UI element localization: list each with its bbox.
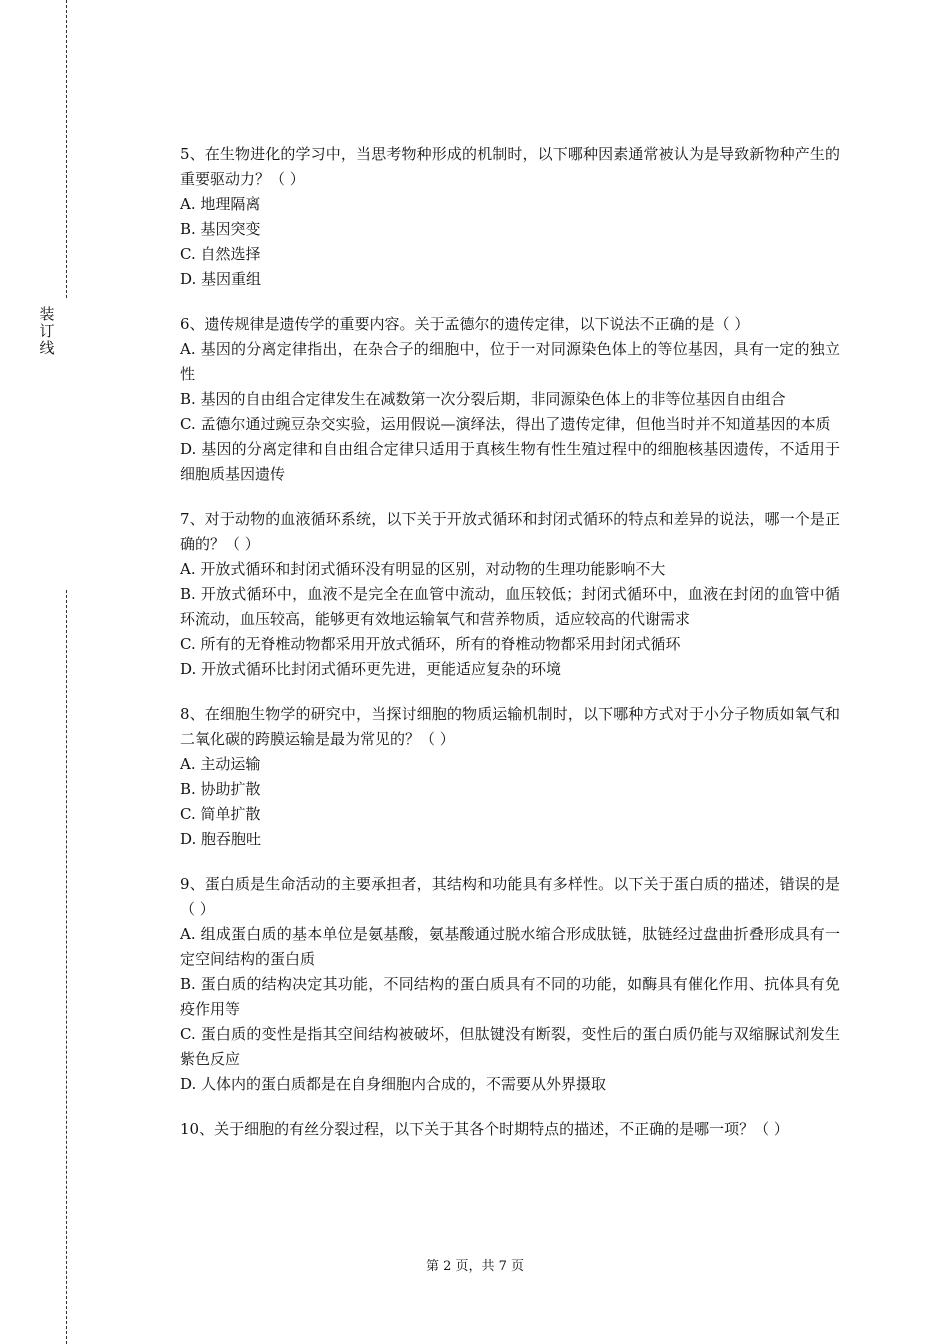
binding-label	[38, 306, 56, 357]
binding-label-char: 线	[39, 339, 55, 357]
option-c: C. 孟德尔通过豌豆杂交实验，运用假说—演绎法，得出了遗传定律，但他当时并不知道基因的本质	[180, 415, 831, 433]
question-stem: 10、关于细胞的有丝分裂过程，以下关于其各个时期特点的描述，不正确的是哪一项？（ ）	[180, 1120, 789, 1138]
option-d: D. 开放式循环比封闭式循环更先进，更能适应复杂的环境	[180, 660, 562, 678]
question-10	[180, 1117, 840, 1142]
binding-line-top	[66, 0, 67, 298]
option-a: A. 基因的分离定律指出，在杂合子的细胞中，位于一对同源染色体上的等位基因，具有一定的独立性	[180, 340, 840, 383]
binding-label-char: 装	[39, 305, 55, 323]
option-a: A. 地理隔离	[180, 195, 261, 213]
question-5	[180, 142, 840, 292]
option-d: D. 基因的分离定律和自由组合定律只适用于真核生物有性生殖过程中的细胞核基因遗传，不适用于细胞质基因遗传	[180, 440, 840, 483]
question-list	[180, 142, 840, 1162]
option-d: D. 人体内的蛋白质都是在自身细胞内合成的，不需要从外界摄取	[180, 1075, 607, 1093]
option-d: D. 胞吞胞吐	[180, 830, 262, 848]
question-stem: 7、对于动物的血液循环系统，以下关于开放式循环和封闭式循环的特点和差异的说法，哪一个是正确的？（ ）	[180, 510, 840, 553]
option-b: B. 协助扩散	[180, 780, 261, 798]
option-a: A. 主动运输	[180, 755, 261, 773]
option-c: C. 自然选择	[180, 245, 261, 263]
question-stem: 8、在细胞生物学的研究中，当探讨细胞的物质运输机制时，以下哪种方式对于小分子物质如氧气和二氧化碳的跨膜运输是最为常见的？（ ）	[180, 705, 840, 748]
question-stem: 9、蛋白质是生命活动的主要承担者，其结构和功能具有多样性。以下关于蛋白质的描述，错误的是（ ）	[180, 875, 840, 918]
question-7	[180, 507, 840, 682]
option-b: B. 蛋白质的结构决定其功能，不同结构的蛋白质具有不同的功能，如酶具有催化作用、抗体具有免疫作用等	[180, 975, 840, 1018]
question-9	[180, 872, 840, 1097]
question-6	[180, 312, 840, 487]
page-number: 第 2 页，共 7 页	[425, 1259, 525, 1274]
option-b: B. 基因突变	[180, 220, 261, 238]
question-stem: 5、在生物进化的学习中，当思考物种形成的机制时，以下哪种因素通常被认为是导致新物种产生的重要驱动力？（ ）	[180, 145, 840, 188]
question-8	[180, 702, 840, 852]
option-a: A. 开放式循环和封闭式循环没有明显的区别，对动物的生理功能影响不大	[180, 560, 666, 578]
option-b: B. 开放式循环中，血液不是完全在血管中流动，血压较低；封闭式循环中，血液在封闭的血管中循环流动，血压较高，能够更有效地运输氧气和营养物质，适应较高的代谢需求	[180, 585, 840, 628]
question-stem: 6、遗传规律是遗传学的重要内容。关于孟德尔的遗传定律，以下说法不正确的是（ ）	[180, 315, 750, 333]
option-a: A. 组成蛋白质的基本单位是氨基酸，氨基酸通过脱水缩合形成肽链，肽链经过盘曲折叠形成具有一定空间结构的蛋白质	[180, 925, 840, 968]
option-c: C. 所有的无脊椎动物都采用开放式循环，所有的脊椎动物都采用封闭式循环	[180, 635, 681, 653]
binding-line-bottom	[66, 590, 67, 1344]
option-c: C. 简单扩散	[180, 805, 261, 823]
option-b: B. 基因的自由组合定律发生在减数第一次分裂后期，非同源染色体上的非等位基因自由组合	[180, 390, 786, 408]
binding-label-char: 订	[39, 322, 55, 340]
option-d: D. 基因重组	[180, 270, 262, 288]
option-c: C. 蛋白质的变性是指其空间结构被破坏，但肽键没有断裂，变性后的蛋白质仍能与双缩脲试剂发生紫色反应	[180, 1025, 840, 1068]
